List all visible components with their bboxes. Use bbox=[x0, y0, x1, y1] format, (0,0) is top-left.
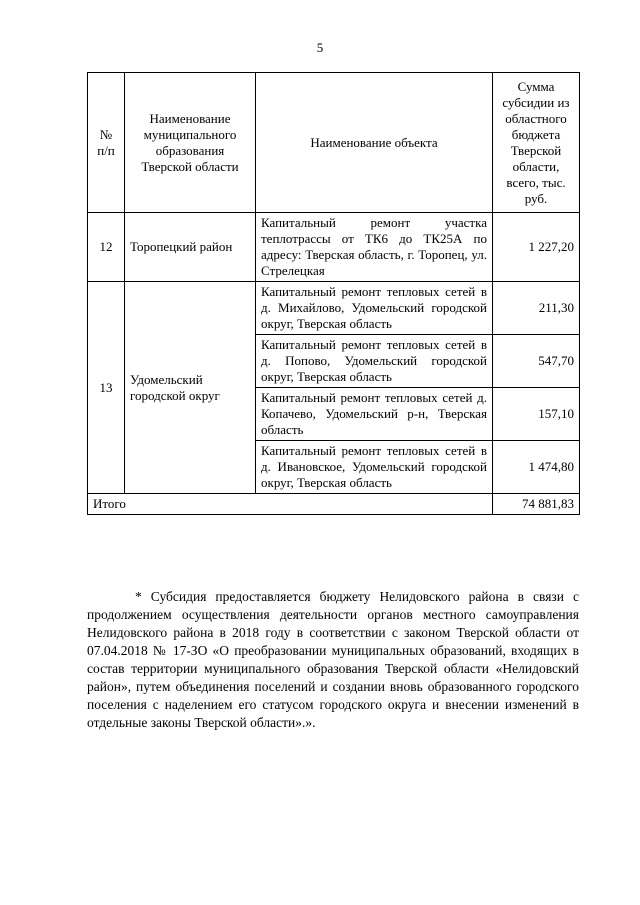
header-municipality: Наименование муниципального образования Тверской области bbox=[125, 73, 256, 213]
row-num: 12 bbox=[88, 213, 125, 282]
row-sum: 211,30 bbox=[493, 282, 580, 335]
header-num: № п/п bbox=[88, 73, 125, 213]
header-object: Наименование объекта bbox=[256, 73, 493, 213]
table-row bbox=[88, 282, 580, 335]
total-row bbox=[88, 494, 580, 515]
page-number: 5 bbox=[316, 40, 324, 55]
row-object: Капитальный ремонт тепловых сетей в д. Михайлово, Удомельский городской округ, Тверская область bbox=[256, 282, 493, 335]
table-header-row bbox=[88, 73, 580, 213]
row-sum: 547,70 bbox=[493, 335, 580, 388]
row-municipality: Удомельский городской округ bbox=[125, 282, 256, 494]
subsidy-table bbox=[87, 72, 580, 515]
header-sum: Сумма субсидии из областного бюджета Тверской области, всего, тыс. руб. bbox=[493, 73, 580, 213]
row-municipality: Торопецкий район bbox=[125, 213, 256, 282]
total-sum: 74 881,83 bbox=[493, 494, 580, 515]
total-label: Итого bbox=[88, 494, 493, 515]
footnote: * Субсидия предоставляется бюджету Нелидовского района в связи с продолжением осуществления деятельности органов местного самоуправления Нелидовского района в 2018 году в соответствии с законом Тверской области от 07.04.2018 № 17-ЗО «О преобразовании муниципальных образований, входящих в состав территории муниципального образования Тверской области «Нелидовский район», путем объединения поселений и создании вновь образованного городского поселения с наделением его статусом городского округа и внесении изменений в отдельные законы Тверской области».». bbox=[87, 589, 579, 730]
row-num: 13 bbox=[88, 282, 125, 494]
row-sum: 157,10 bbox=[493, 388, 580, 441]
row-object: Капитальный ремонт тепловых сетей в д. Ивановское, Удомельский городской округ, Тверская область bbox=[256, 441, 493, 494]
row-object: Капитальный ремонт тепловых сетей д. Копачево, Удомельский р-н, Тверская область bbox=[256, 388, 493, 441]
row-sum: 1 474,80 bbox=[493, 441, 580, 494]
row-object: Капитальный ремонт участка теплотрассы от ТК6 до ТК25А по адресу: Тверская область, г. Торопец, ул. Стрелецкая bbox=[256, 213, 493, 282]
row-object: Капитальный ремонт тепловых сетей в д. Попово, Удомельский городской округ, Тверская область bbox=[256, 335, 493, 388]
row-sum: 1 227,20 bbox=[493, 213, 580, 282]
table-row bbox=[88, 213, 580, 282]
